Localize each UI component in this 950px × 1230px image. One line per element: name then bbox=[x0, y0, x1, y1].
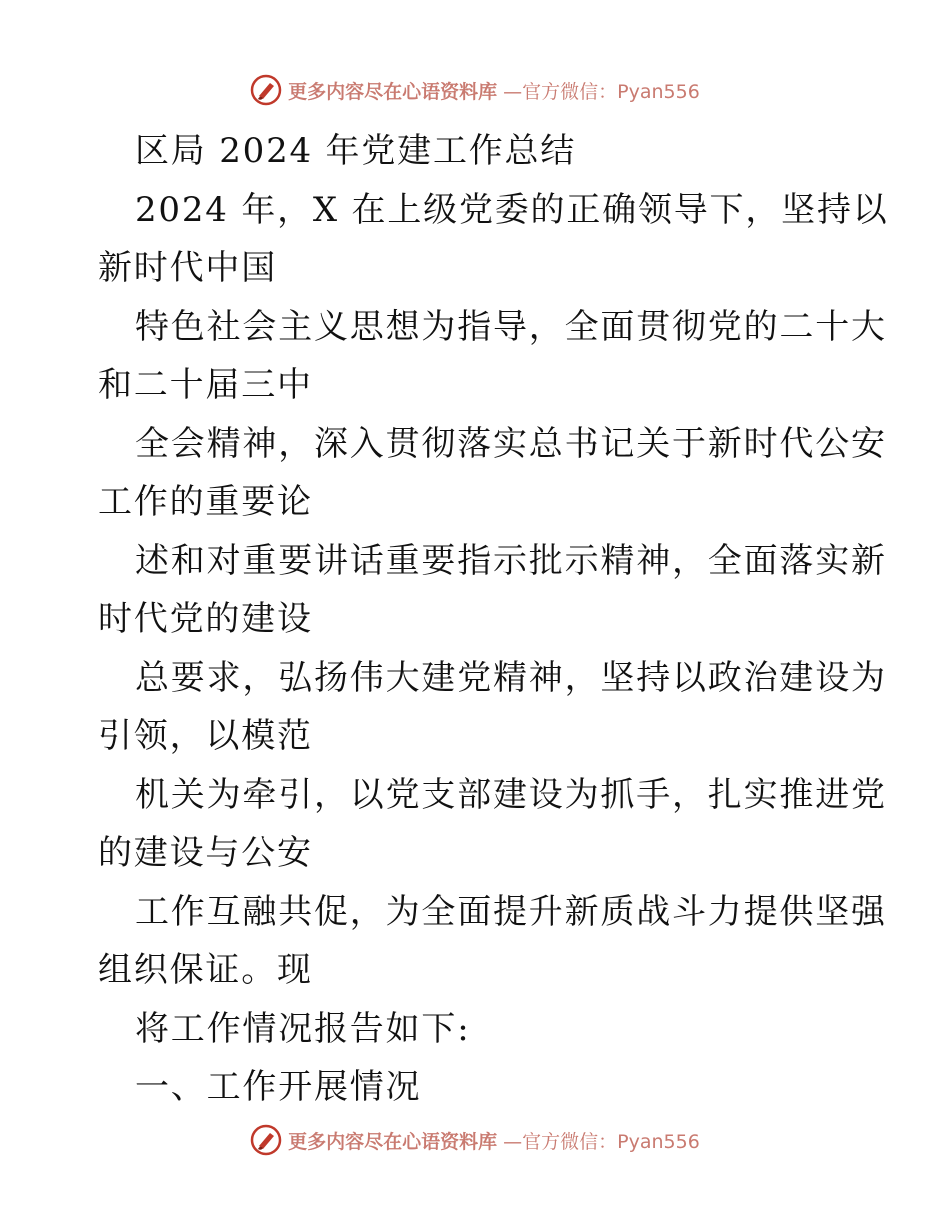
watermark-header bbox=[0, 70, 950, 110]
paragraph-line: 2024 年，X 在上级党委的正确领导下，坚持以 bbox=[135, 189, 889, 230]
paragraph-line: 的建设与公安 bbox=[98, 833, 313, 873]
paragraph-line: 工作的重要论 bbox=[98, 482, 313, 522]
paragraph-line: 时代党的建设 bbox=[98, 599, 313, 639]
watermark-footer bbox=[0, 1120, 950, 1160]
brush-logo-icon bbox=[250, 74, 282, 106]
paragraph-line: 一、工作开展情况 bbox=[135, 1067, 422, 1107]
paragraph-line: 工作互融共促，为全面提升新质战斗力提供坚强 bbox=[135, 891, 887, 932]
document-body bbox=[98, 122, 889, 1117]
document-title: 区局 2024 年党建工作总结 bbox=[135, 131, 577, 171]
watermark-wechat: —官方微信：Pyan556 bbox=[503, 80, 700, 103]
paragraph-line: 和二十届三中 bbox=[98, 365, 313, 405]
watermark-wechat: —官方微信：Pyan556 bbox=[503, 1130, 700, 1153]
watermark-text: 更多内容尽在心语资料库 bbox=[288, 1130, 498, 1153]
brush-logo-icon bbox=[250, 1124, 282, 1156]
paragraph-line: 全会精神，深入贯彻落实总书记关于新时代公安 bbox=[135, 423, 887, 464]
paragraph-line: 机关为牵引，以党支部建设为抓手，扎实推进党 bbox=[135, 774, 887, 815]
paragraph-line: 引领，以模范 bbox=[98, 716, 313, 756]
paragraph-line: 组织保证。现 bbox=[98, 950, 313, 990]
paragraph-line: 特色社会主义思想为指导，全面贯彻党的二十大 bbox=[135, 306, 887, 347]
paragraph-line: 新时代中国 bbox=[98, 248, 277, 288]
watermark-text: 更多内容尽在心语资料库 bbox=[288, 80, 498, 103]
paragraph-line: 总要求，弘扬伟大建党精神，坚持以政治建设为 bbox=[135, 657, 887, 698]
paragraph-line: 述和对重要讲话重要指示批示精神，全面落实新 bbox=[135, 540, 887, 581]
paragraph-line: 将工作情况报告如下: bbox=[135, 1008, 471, 1049]
